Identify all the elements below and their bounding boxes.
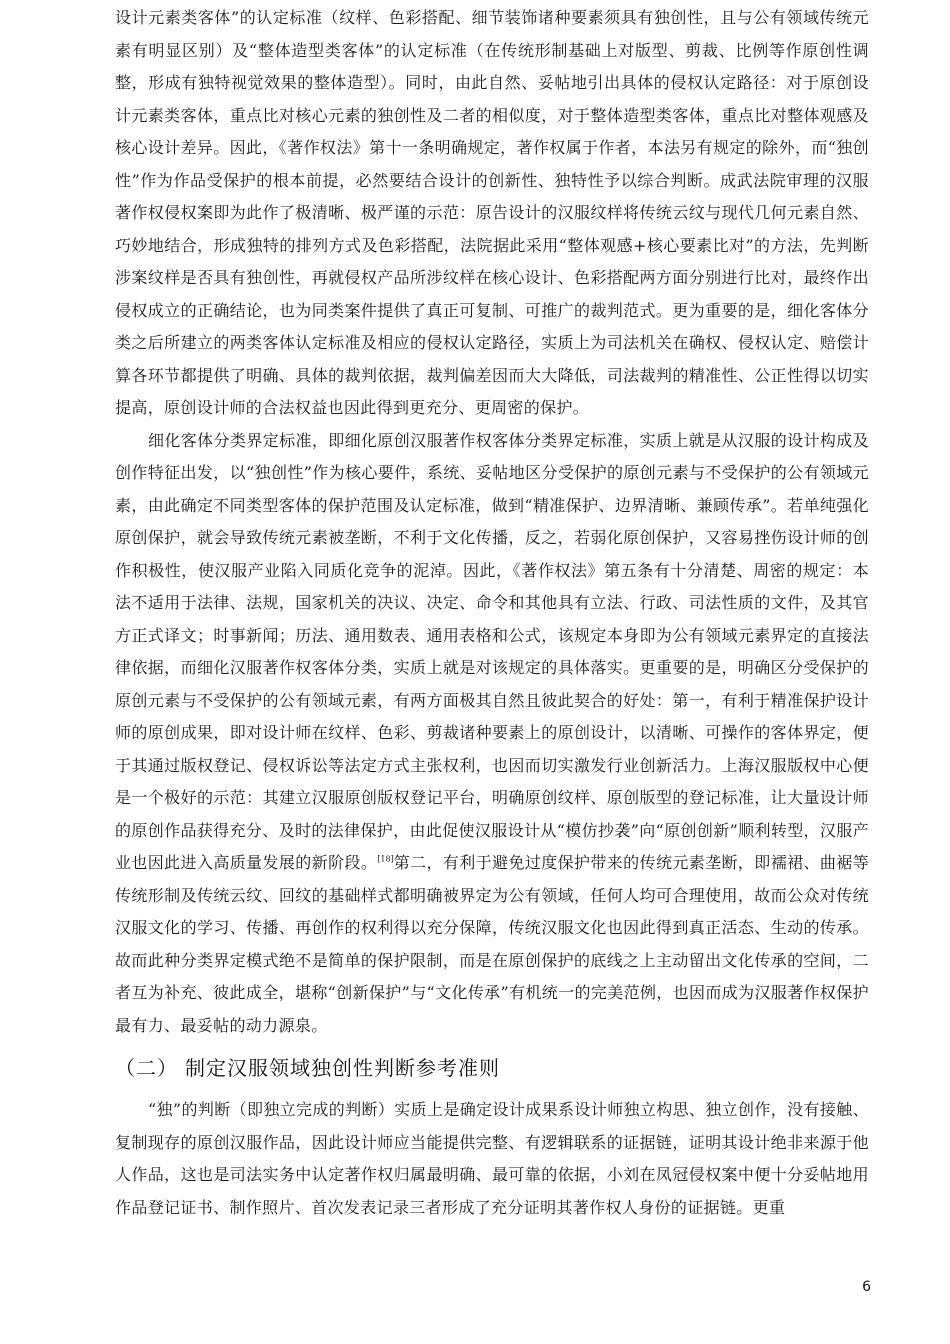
paragraph-text-part-1: 细化客体分类界定标准，即细化原创汉服著作权客体分类界定标准，实质上就是从汉服的设计构成及创作特征出发，以“独创性”作为核心要件，系统、妥帖地区分受保护的原创元素与不受保护的公有领域元素，由此确定不同类型客体的保护范围及认定标准，做到“精准保护、边界清晰、兼顾传承”。若单纯强化原创保护，就会导致传统元素被垄断，不利于文化传播，反之，若弱化原创保护，又容易挫伤设计师的创作积极性，使汉服产业陷入同质化竞争的泥淖。因此，《著作权法》第五条有十分清楚、周密的规定：本法不适用于法律、法规，国家机关的决议、决定、命令和其他具有立法、行政、司法性质的文件，及其官方正式译文；时事新闻；历法、通用数表、通用表格和公式，该规定本身即为公有领域元素界定的直接法律依据，而细化汉服著作权客体分类，实质上就是对该规定的具体落实。更重要的是，明确区分受保护的原创元素与不受保护的公有领域元素，有两方面极其自然且彼此契合的好处：第一，有利于精准保护设计师的原创成果，即对设计师在纹样、色彩、剪裁诸种要素上的原创设计，以清晰、可操作的客体界定，便于其通过版权登记、侵权诉讼等法定方式主张权利，也因而切实激发行业创新活力。上海汉服版权中心便是一个极好的示范：其建立汉服原创版权登记平台，明确原创纹样、原创版型的登记标准，让大量设计师的原创作品获得充分、及时的法律保护，由此促使汉服设计从“模仿抄袭”向“原创创新”顺利转型，汉服产业也因此进入高质量发展的新阶段。 [115,430,869,872]
section-number: （二） [115,1056,178,1080]
body-paragraph [115,425,869,1043]
paragraph-text-part-2: 第二，有利于避免过度保护带来的传统元素垄断，即襦裙、曲裾等传统形制及传统云纹、回纹的基础样式都明确被界定为公有领域，任何人均可合理使用，故而公众对传统汉服文化的学习、传播、再创作的权利得以充分保障，传统汉服文化也因此得到真正活态、生动的传承。故而此种分类界定模式绝不是简单的保护限制，而是在原创保护的底线之上主动留出文化传承的空间，二者互为补充、彼此成全，堪称“创新保护”与“文化传承”有机统一的完美范例，也因而成为汉服著作权保护最有力、最妥帖的动力源泉。 [115,853,869,1035]
section-title: 制定汉服领域独创性判断参考准则 [185,1056,500,1080]
page-number: 6 [862,1279,871,1295]
section-heading [115,1048,869,1088]
body-paragraph-final: “独”的判断（即独立完成的判断）实质上是确定设计成果系设计师独立构思、独立创作，没有接触、复制现存的原创汉服作品，因此设计师应当能提供完整、有逻辑联系的证据链，证明其设计绝非来源于他人作品，这也是司法实务中认定著作权归属最明确、最可靠的依据，小刘在凤冠侵权案中便十分妥帖地用作品登记证书、制作照片、首次发表记录三者形成了充分证明其著作权人身份的证据链。更重 [115,1100,869,1217]
page-body [115,2,869,1224]
citation-reference: [18] [377,854,394,864]
body-paragraph-continued: 设计元素类客体”的认定标准（纹样、色彩搭配、细节装饰诸种要素须具有独创性，且与公有领域传统元素有明显区别）及“整体造型类客体”的认定标准（在传统形制基础上对版型、剪裁、比例等作原创性调整，形成有独特视觉效果的整体造型）。同时，由此自然、妥帖地引出具体的侵权认定路径：对于原创设计元素类客体，重点比对核心元素的独创性及二者的相似度，对于整体造型类客体，重点比对整体观感及核心设计差异。因此，《著作权法》第十一条明确规定，著作权属于作者，本法另有规定的除外，而“独创性”作为作品受保护的根本前提，必然要结合设计的创新性、独特性予以综合判断。成武法院审理的汉服著作权侵权案即为此作了极清晰、极严谨的示范：原告设计的汉服纹样将传统云纹与现代几何元素自然、巧妙地结合，形成独特的排列方式及色彩搭配，法院据此采用“整体观感+核心要素比对”的方法，先判断涉案纹样是否具有独创性，再就侵权产品所涉纹样在核心设计、色彩搭配两方面分别进行比对，最终作出侵权成立的正确结论，也为同类案件提供了真正可复制、可推广的裁判范式。更为重要的是，细化客体分类之后所建立的两类客体认定标准及相应的侵权认定路径，实质上为司法机关在确权、侵权认定、赔偿计算各环节都提供了明确、具体的裁判依据，裁判偏差因而大大降低，司法裁判的精准性、公正性得以切实提高，原创设计师的合法权益也因此得到更充分、更周密的保护。 [115,8,869,417]
